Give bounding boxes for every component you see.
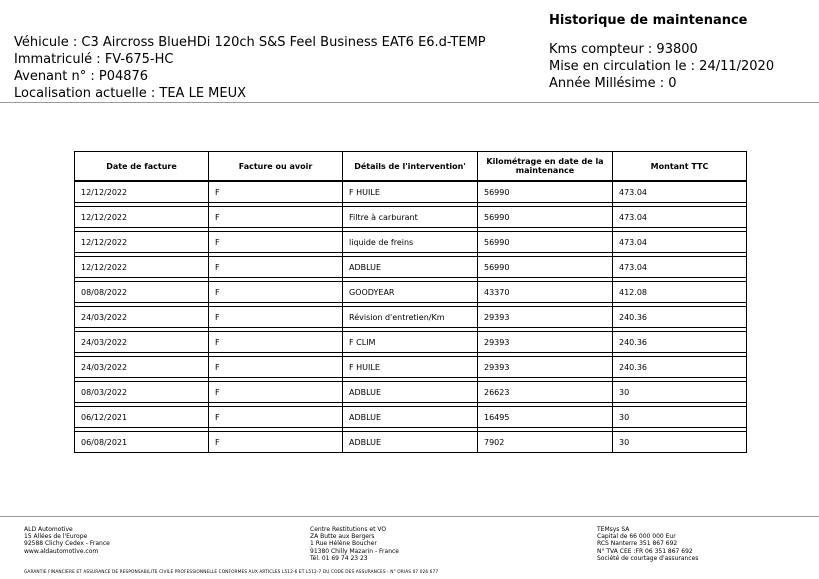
table-cell: F (208, 306, 342, 328)
table-cell: 30 (612, 406, 747, 428)
table-cell: F HUILE (342, 181, 477, 203)
table-row (74, 231, 747, 253)
table-cell: 24/03/2022 (74, 331, 208, 353)
table-cell: F (208, 431, 342, 453)
table-cell: 240.36 (612, 356, 747, 378)
table-cell: 30 (612, 431, 747, 453)
vintage-year: Année Millésime : 0 (549, 76, 677, 91)
footer-company-address (24, 526, 110, 555)
column-header: Kilométrage en date de la maintenance (477, 151, 612, 181)
table-cell: 473.04 (612, 206, 747, 228)
table-cell: 56990 (477, 256, 612, 278)
table-cell: F (208, 281, 342, 303)
table-cell: F (208, 331, 342, 353)
table-cell: 473.04 (612, 256, 747, 278)
table-cell: Filtre à carburant (342, 206, 477, 228)
table-cell: 473.04 (612, 181, 747, 203)
footer-line: ZA Butte aux Bergers (310, 533, 375, 541)
table-row (74, 356, 747, 378)
table-cell: 16495 (477, 406, 612, 428)
table-cell: 240.36 (612, 331, 747, 353)
footer-line: RCS Nanterre 351 867 692 (597, 540, 678, 548)
table-cell: F (208, 406, 342, 428)
table-cell: F HUILE (342, 356, 477, 378)
column-header: Montant TTC (612, 151, 747, 181)
footer-line: ALD Automotive (24, 526, 73, 533)
footer-line: 15 Allées de l'Europe (24, 533, 88, 541)
table-cell: F (208, 181, 342, 203)
table-cell: liquide de freins (342, 231, 477, 253)
table-row (74, 381, 747, 403)
table-cell: 29393 (477, 331, 612, 353)
table-row (74, 406, 747, 428)
column-header: Date de facture (74, 151, 208, 181)
table-cell: GOODYEAR (342, 281, 477, 303)
table-header-row (74, 151, 747, 181)
vehicle-model: Véhicule : C3 Aircross BlueHDi 120ch S&S Feel Business EAT6 E6.d-TEMP (14, 35, 486, 50)
table-cell: 412.08 (612, 281, 747, 303)
maintenance-summary (549, 12, 774, 92)
table-cell: 06/08/2021 (74, 431, 208, 453)
table-row (74, 181, 747, 203)
table-cell: ADBLUE (342, 381, 477, 403)
footer-line: N° TVA CEE :FR 06 351 867 692 (597, 547, 693, 555)
footer-line: www.aldautomotive.com (24, 547, 99, 555)
footer-line: 1 Rue Hélène Boucher (310, 540, 377, 548)
table-cell: 08/08/2022 (74, 281, 208, 303)
table-cell: 56990 (477, 231, 612, 253)
vehicle-plate: Immatriculé : FV-675-HC (14, 52, 174, 67)
table-cell: ADBLUE (342, 406, 477, 428)
table-cell: 06/12/2021 (74, 406, 208, 428)
maintenance-table (74, 151, 747, 453)
table-cell: F (208, 206, 342, 228)
table-cell: F (208, 256, 342, 278)
table-cell: F (208, 231, 342, 253)
table-cell: 08/03/2022 (74, 381, 208, 403)
table-cell: ADBLUE (342, 256, 477, 278)
table-cell: F (208, 381, 342, 403)
table-row (74, 256, 747, 278)
table-cell: 12/12/2022 (74, 231, 208, 253)
table-cell: 24/03/2022 (74, 356, 208, 378)
table-row (74, 306, 747, 328)
footer-line: Tél. 01 69 74 23 23 (310, 554, 368, 562)
column-header: Détails de l'intervention' (342, 151, 477, 181)
table-row (74, 206, 747, 228)
footer-restitution-center (310, 526, 399, 562)
vehicle-amendment: Avenant n° : P04876 (14, 69, 149, 84)
footer-line: Société de courtage d'assurances (597, 554, 699, 562)
footer-divider (0, 516, 819, 517)
vehicle-location: Localisation actuelle : TEA LE MEUX (14, 86, 247, 101)
footer-line: Centre Restitutions et VO (310, 526, 387, 533)
table-cell: 7902 (477, 431, 612, 453)
table-cell: 26623 (477, 381, 612, 403)
footer-legal-entity (597, 526, 698, 562)
footer-legal-notice: GARANTIE FINANCIERE ET ASSURANCE DE RESPONSABILITE CIVILE PROFESSIONNELLE CONFORMES AUX ARTICLES L512-6 ET L512-7 DU CODE DES ASSURANCES - N° ORIAS 07 026 677 (24, 570, 439, 575)
table-cell: 12/12/2022 (74, 256, 208, 278)
table-row (74, 431, 747, 453)
table-row (74, 331, 747, 353)
table-cell: 30 (612, 381, 747, 403)
table-cell: 24/03/2022 (74, 306, 208, 328)
table-cell: ADBLUE (342, 431, 477, 453)
table-cell: 12/12/2022 (74, 206, 208, 228)
table-cell: F (208, 356, 342, 378)
header-divider (0, 102, 819, 103)
table-cell: 29393 (477, 306, 612, 328)
registration-date: Mise en circulation le : 24/11/2020 (549, 59, 775, 74)
table-cell: 473.04 (612, 231, 747, 253)
column-header: Facture ou avoir (208, 151, 342, 181)
table-cell: Révision d'entretien/Km (342, 306, 477, 328)
table-row (74, 281, 747, 303)
odometer: Kms compteur : 93800 (549, 42, 698, 57)
vehicle-info (14, 34, 486, 102)
table-cell: 29393 (477, 356, 612, 378)
table-body (74, 181, 747, 453)
table-cell: F CLIM (342, 331, 477, 353)
page-title: Historique de maintenance (549, 13, 748, 28)
table-cell: 43370 (477, 281, 612, 303)
footer-line: TEMsys SA (597, 526, 630, 533)
table-cell: 240.36 (612, 306, 747, 328)
footer-line: 91380 Chilly Mazarin - France (310, 547, 399, 555)
table-cell: 56990 (477, 206, 612, 228)
table-cell: 12/12/2022 (74, 181, 208, 203)
footer-line: Capital de 66 000 000 Eur (597, 533, 676, 541)
footer-line: 92588 Clichy Cedex - France (24, 540, 110, 548)
table-cell: 56990 (477, 181, 612, 203)
